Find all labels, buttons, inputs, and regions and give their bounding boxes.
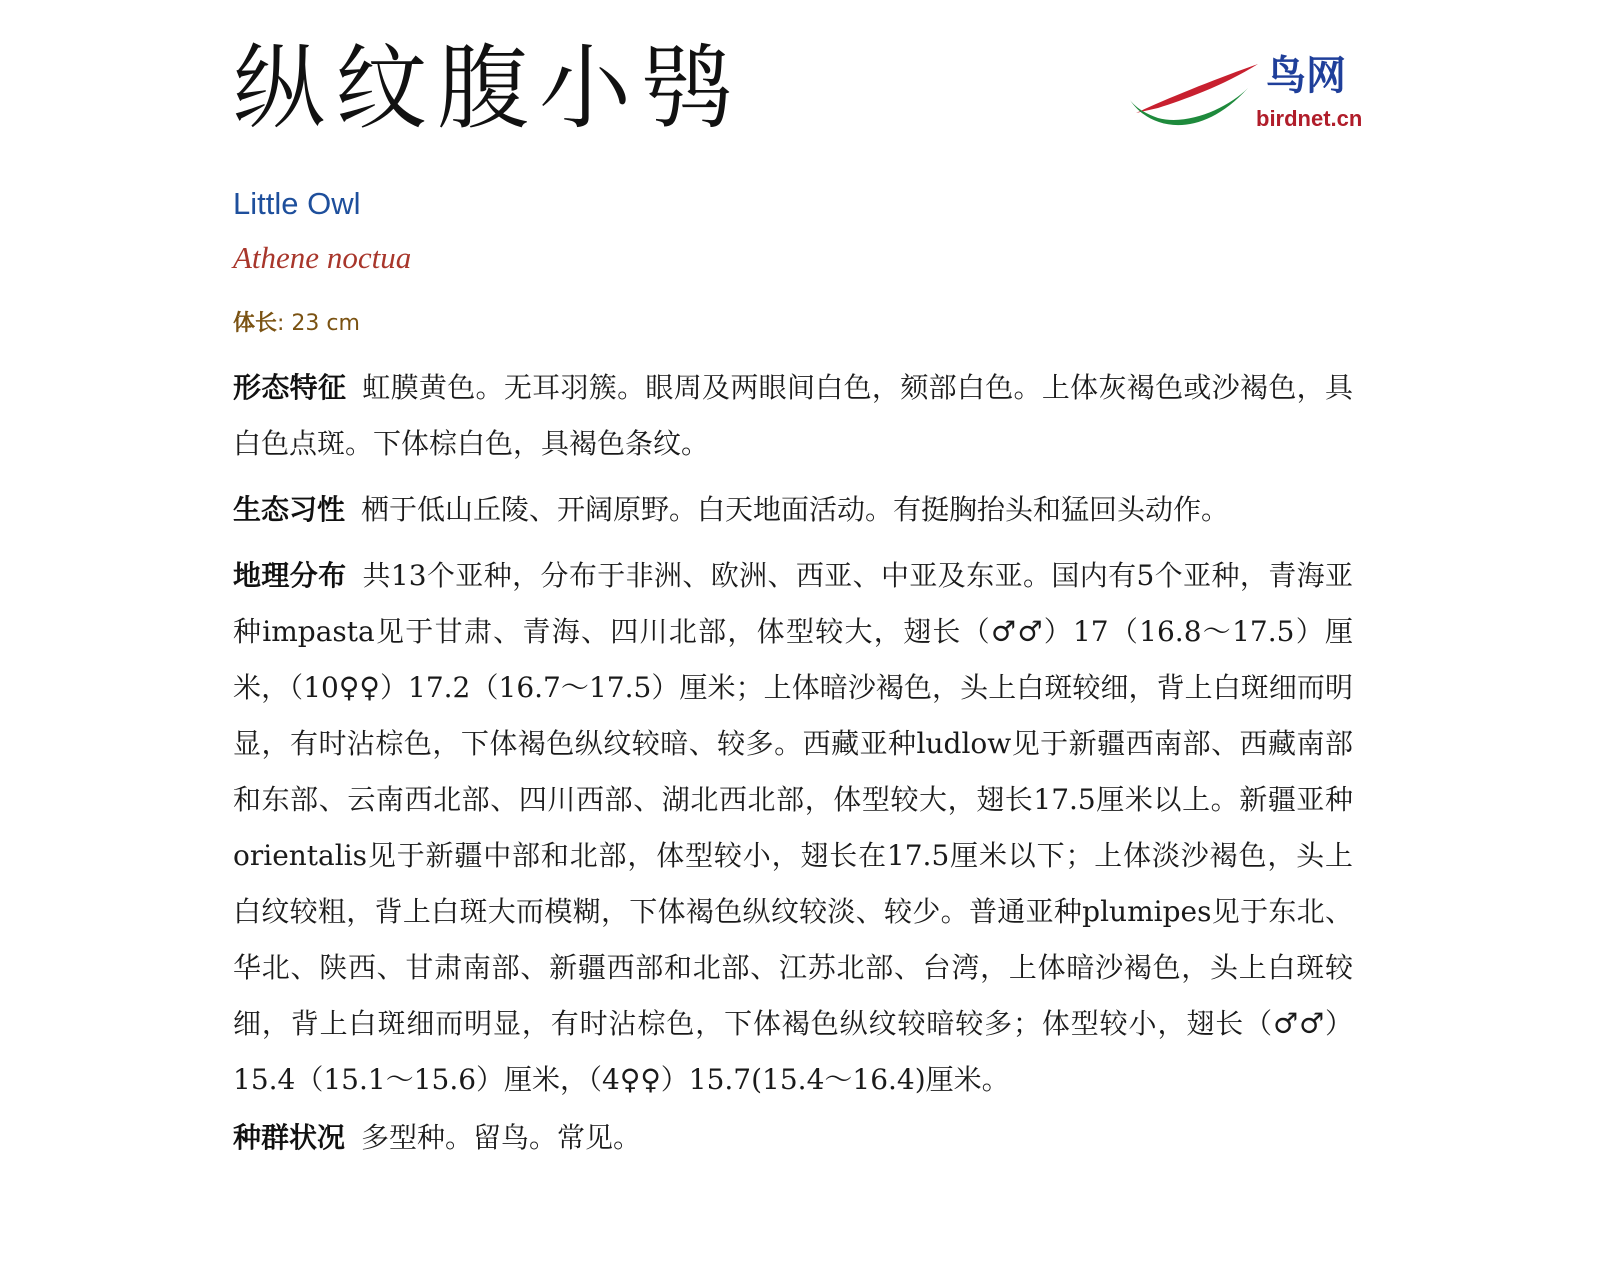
section-text: 共13个亚种，分布于非洲、欧洲、西亚、中亚及东亚。国内有5个亚种，青海亚种impasta见于甘肃、青海、四川北部，体型较大，翅长（♂♂）17（16.8～17.5）厘米，（10♀♀）17.2（16.7～17.5）厘米；上体暗沙褐色，头上白斑较细，背上白斑细而明显，有时沾棕色，下体褐色纵纹较暗、较多。西藏亚种ludlow见于新疆西南部、西藏南部和东部、云南西北部、四川西部、湖北西北部，体型较大，翅长17.5厘米以上。新疆亚种orientalis见于新疆中部和北部，体型较小，翅长在17.5厘米以下；上体淡沙褐色，头上白纹较粗，背上白斑大而模糊，下体褐色纵纹较淡、较少。普通亚种plumipes见于东北、华北、陕西、甘肃南部、新疆西部和北部、江苏北部、台湾，上体暗沙褐色，头上白斑较细，背上白斑细而明显，有时沾棕色，下体褐色纵纹较暗较多；体型较小，翅长（♂♂）15.4（15.1～15.6）厘米，（4♀♀）15.7(15.4～16.4)厘米。 [233, 559, 1353, 1096]
section-text: 虹膜黄色。无耳羽簇。眼周及两眼间白色，颏部白色。上体灰褐色或沙褐色，具白色点斑。下体棕白色，具褐色条纹。 [233, 371, 1353, 460]
body-length-value: : 23 cm [277, 311, 360, 336]
body-length [233, 306, 360, 337]
section-label: 地理分布 [233, 559, 347, 592]
birdnet-logo[interactable] [1128, 50, 1363, 140]
section-text: 多型种。留鸟。常见。 [361, 1121, 642, 1154]
section-label: 种群状况 [233, 1121, 346, 1154]
section-morphology [233, 360, 1353, 472]
logo-domain-text: birdnet.cn [1256, 106, 1363, 131]
section-label: 形态特征 [233, 371, 347, 404]
latin-name: Athene noctua [233, 240, 412, 275]
section-population [233, 1110, 1353, 1166]
logo-chinese-text: 鸟网 [1266, 52, 1346, 99]
section-label: 生态习性 [233, 493, 346, 526]
section-ecology [233, 482, 1353, 538]
species-page [233, 0, 1383, 1271]
english-name: Little Owl [233, 186, 361, 221]
body-length-label: 体长 [233, 311, 278, 336]
section-text: 栖于低山丘陵、开阔原野。白天地面活动。有挺胸抬头和猛回头动作。 [361, 493, 1230, 526]
species-title: 纵纹腹小鸮 [233, 35, 744, 142]
description-body [233, 360, 1353, 1176]
section-distribution [233, 548, 1353, 1108]
